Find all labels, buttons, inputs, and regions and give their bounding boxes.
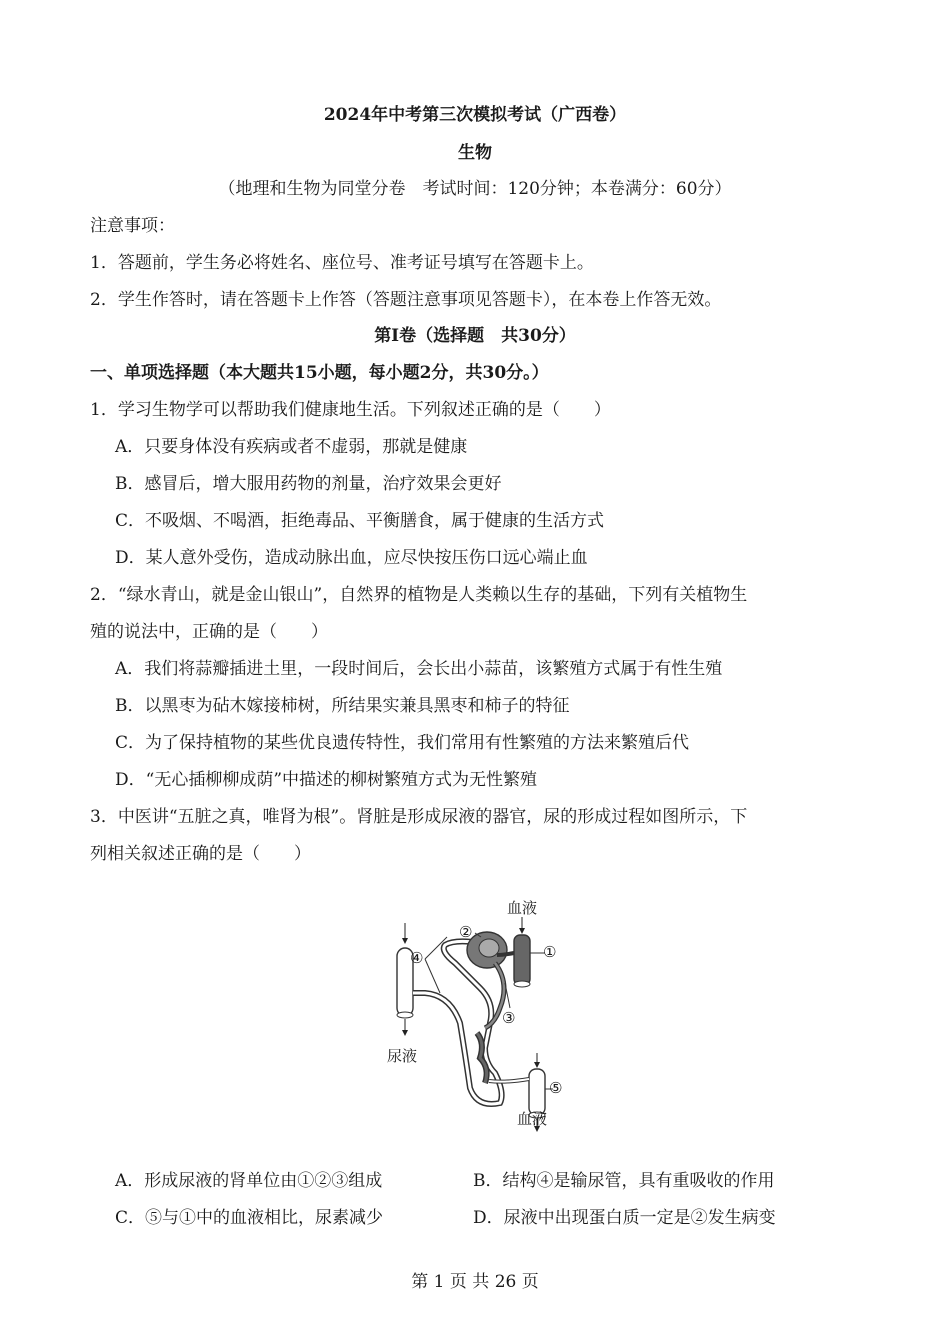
label-blood-in: 血液 xyxy=(507,899,538,917)
notice-item-2: 2．学生作答时，请在答题卡上作答（答题注意事项见答题卡），在本卷上作答无效。 xyxy=(90,290,722,310)
label-structure-1: ① xyxy=(543,943,557,961)
exam-info: （地理和生物为同堂分卷 考试时间：120分钟；本卷满分：60分） xyxy=(218,179,732,199)
question-2-option-d: D．“无心插柳柳成荫”中描述的柳树繁殖方式为无性繁殖 xyxy=(115,770,538,790)
question-1-stem: 1．学习生物学可以帮助我们健康地生活。下列叙述正确的是（ ） xyxy=(90,400,611,420)
nephron-illustration xyxy=(385,893,580,1133)
question-1-option-d: D．某人意外受伤，造成动脉出血，应尽快按压伤口远心端止血 xyxy=(115,548,588,568)
label-blood-out: 血液 xyxy=(517,1110,548,1128)
question-2-stem-line-2: 殖的说法中，正确的是（ ） xyxy=(90,622,328,642)
question-1-option-c: C．不吸烟、不喝酒，拒绝毒品、平衡膳食，属于健康的生活方式 xyxy=(115,511,605,531)
question-2-option-c: C．为了保持植物的某些优良遗传特性，我们常用有性繁殖的方法来繁殖后代 xyxy=(115,733,690,753)
question-2-option-a: A．我们将蒜瓣插进土里，一段时间后，会长出小蒜苗，该繁殖方式属于有性生殖 xyxy=(115,659,723,679)
label-structure-2: ② xyxy=(459,923,473,941)
question-2-stem-line-1: 2．“绿水青山，就是金山银山”，自然界的植物是人类赖以生存的基础，下列有关植物生 xyxy=(90,585,748,605)
question-1-option-b: B．感冒后，增大服用药物的剂量，治疗效果会更好 xyxy=(115,474,502,494)
label-urine: 尿液 xyxy=(387,1047,418,1065)
nephron-diagram xyxy=(385,893,580,1133)
label-structure-4: ④ xyxy=(410,949,424,967)
question-1-option-a: A．只要身体没有疾病或者不虚弱，那就是健康 xyxy=(115,437,468,457)
label-structure-3: ③ xyxy=(502,1009,516,1027)
page-footer: 第 1 页 共 26 页 xyxy=(411,1272,539,1292)
question-3-stem-line-1: 3．中医讲“五脏之真，唯肾为根”。肾脏是形成尿液的器官，尿的形成过程如图所示，下 xyxy=(90,807,748,827)
notice-item-1: 1．答题前，学生务必将姓名、座位号、准考证号填写在答题卡上。 xyxy=(90,253,594,273)
label-structure-5: ⑤ xyxy=(549,1079,563,1097)
subject-title: 生物 xyxy=(458,143,492,163)
part-title: 一、单项选择题（本大题共15小题，每小题2分，共30分。） xyxy=(90,363,549,383)
question-3-stem-line-2: 列相关叙述正确的是（ ） xyxy=(90,844,311,864)
question-3-option-c: C．⑤与①中的血液相比，尿素减少 xyxy=(115,1208,384,1228)
question-3-option-a: A．形成尿液的肾单位由①②③组成 xyxy=(115,1171,383,1191)
question-3-option-d: D．尿液中出现蛋白质一定是②发生病变 xyxy=(473,1208,776,1228)
notice-heading: 注意事项： xyxy=(90,216,175,236)
volume-title: 第Ⅰ卷（选择题 共30分） xyxy=(374,326,576,346)
exam-title: 2024年中考第三次模拟考试（广西卷） xyxy=(323,105,627,125)
question-2-option-b: B．以黑枣为砧木嫁接柿树，所结果实兼具黑枣和柿子的特征 xyxy=(115,696,570,716)
question-3-option-b: B．结构④是输尿管，具有重吸收的作用 xyxy=(473,1171,775,1191)
